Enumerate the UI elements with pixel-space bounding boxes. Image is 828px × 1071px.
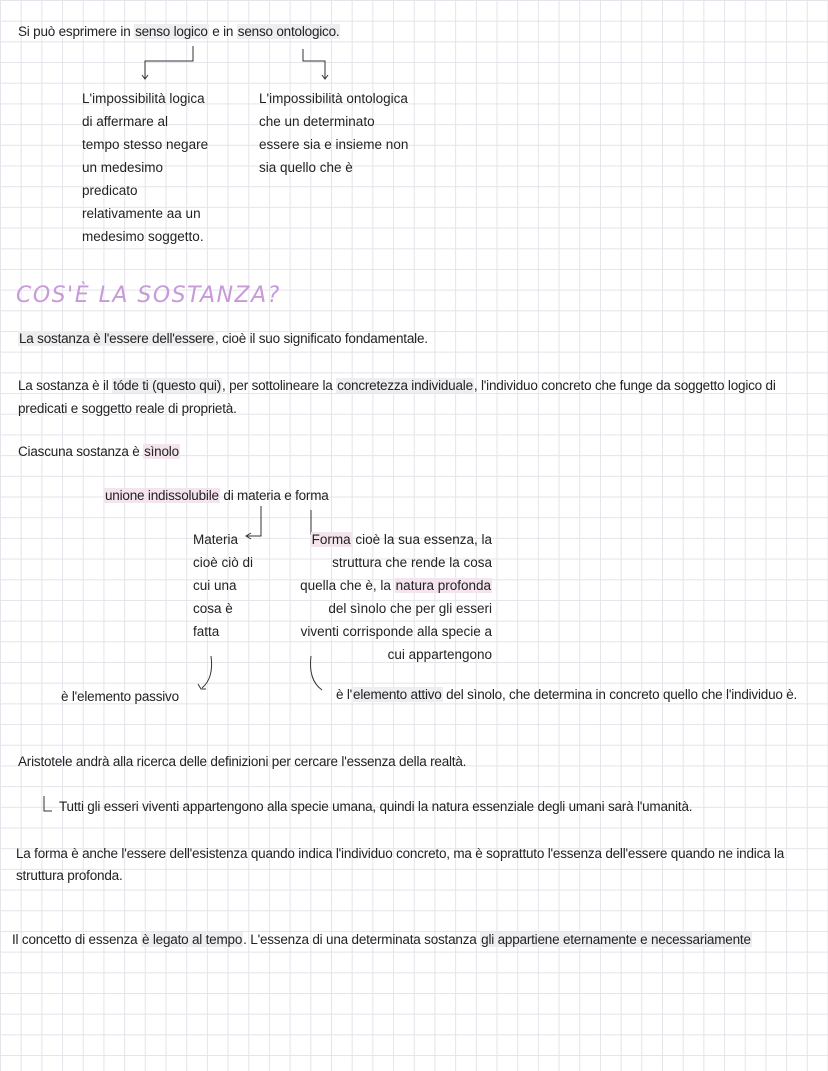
- senso-ontologico: senso ontologico.: [237, 24, 340, 39]
- ontological-definition: L'impossibilità ontologica che un determinato essere sia e insieme non sia quello che è: [259, 91, 409, 175]
- arrow-p5: [44, 796, 52, 811]
- page-title: COS'È LA SOSTANZA?: [16, 283, 281, 308]
- paragraph-definizioni: Aristotele andrà alla ricerca delle definizioni per cercare l'essenza della realtà.: [18, 754, 467, 769]
- senso-logico: senso logico: [135, 24, 208, 39]
- paragraph-specie-umana: Tutti gli esseri viventi appartengono alla specie umana, quindi la natura essenziale degli umani sarà l'umanità.: [59, 799, 693, 814]
- union-line: unione indissolubile di materia e forma: [105, 488, 329, 503]
- passive-element: è l'elemento passivo: [61, 689, 179, 704]
- paragraph-sinolo: Ciascuna sostanza è sìnolo: [18, 444, 179, 459]
- arrow-logico: [145, 46, 193, 78]
- paragraph-tode-ti: La sostanza è il tóde ti (questo qui), per sottolineare la concretezza individuale, l'individuo concreto che funge da soggetto logico di: [18, 378, 776, 393]
- paragraph-sostanza-essere: La sostanza è l'essere dell'essere, cioè il suo significato fondamentale.: [19, 331, 428, 346]
- arrow-ontologico: [303, 49, 325, 78]
- arrow-passive: [202, 656, 212, 688]
- materia-block: Materia cioè ciò di cui una cosa è fatta: [193, 532, 254, 639]
- active-element: è l'elemento attivo del sìnolo, che determina in concreto quello che l'individuo è.: [336, 687, 798, 702]
- logical-definition: L'impossibilità logica di affermare al tempo stesso negare un medesimo predicato relativamente aa un medesimo soggetto.: [82, 91, 209, 244]
- paragraph-essenza-tempo: Il concetto di essenza è legato al tempo. L'essenza di una determinata sostanza gli appartiene eternamente e necessariamente: [12, 932, 751, 947]
- paragraph-forma-essere: La forma è anche l'essere dell'esistenza quando indica l'individuo concreto, ma è soprattuto l'essenza dell'essere quando ne indica la: [16, 846, 785, 861]
- paragraph-tode-ti-line2: predicati e soggetto reale di proprietà.: [18, 401, 237, 416]
- paragraph-forma-essere-line2: struttura profonda.: [16, 868, 123, 883]
- intro-line: Si può esprimere in senso logico e in senso ontologico.: [18, 24, 340, 39]
- forma-block: Forma cioè la sua essenza, la struttura che rende la cosa quella che è, la natura profonda del sìnolo che per gli esseri viventi corrisponde alla specie a cui appartengono: [300, 532, 492, 662]
